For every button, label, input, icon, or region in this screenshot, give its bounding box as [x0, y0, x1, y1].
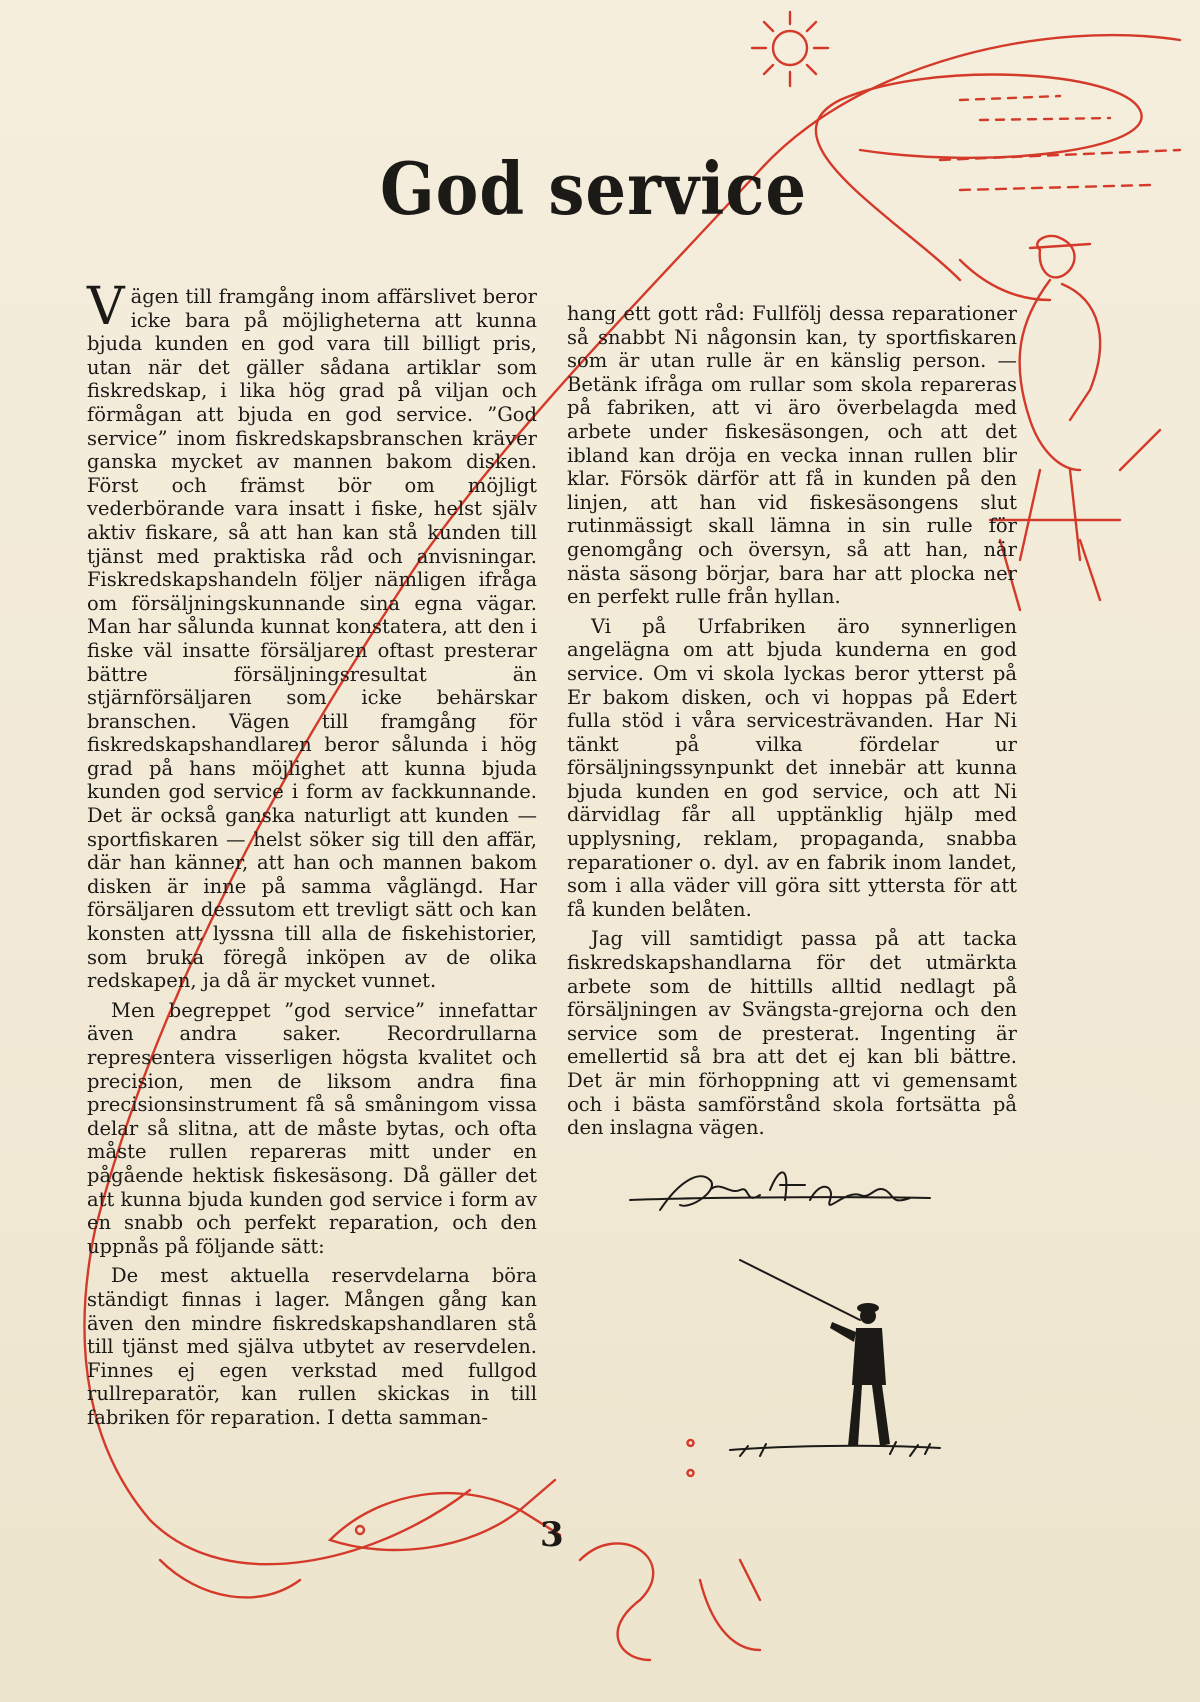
right-article-column: [567, 302, 1017, 1146]
paragraph: Vi på Urfabriken äro synnerligen angelägna om att bjuda kunderna en god service. Om vi skola lyckas beror ytterst på Er bakom disken, och vi hoppas på Edert fulla stöd i våra servicesträvanden. Har Ni tänkt på vilka fördelar ur försäljningssynpunkt det innebär att kunna bjuda kunden en god service, och att Ni därvidlag får all upptänklig hjälp med upplysning, reklam, propaganda, snabba reparationer o. dyl. av en fabrik inom landet, som i alla väder vill göra sitt yttersta för att få kunden belåten.: [567, 614, 1017, 921]
paragraph: hang ett gott råd: Fullfölj dessa reparationer så snabbt Ni någonsin kan, ty sportfiskaren som är utan rulle är en känslig person. — Betänk ifråga om rullar som skola repareras på fabriken, att vi äro överbelagda med arbete under fiskesäsongen, och att det ibland kan dröja en vecka innan rullen blir klar. Försök därför att få in kunden på den linjen, att han vid fiskesäsongens slut rutinmässigt skall lämna in sin rulle för genomgång och översyn, så att han, när nästa säsong börjar, bara har att plocka ner en perfekt rulle från hyllan.: [567, 302, 1017, 609]
page-title: God service: [380, 148, 808, 232]
paragraph: Jag vill samtidigt passa på att tacka fiskredskapshandlarna för det utmärkta arbete som de hittills alltid nedlagt på försäljningen av Svängsta-grejorna och den service som de presterat. Ingenting är emellertid så bra att det ej kan bli bättre. Det är min förhoppning att vi gemensamt och i bästa samförstånd skola fortsätta på den inslagna vägen.: [567, 927, 1017, 1140]
handwritten-signature: [620, 1160, 940, 1230]
paragraph: [87, 277, 537, 993]
fisherman-illustration: [720, 1250, 950, 1480]
drop-cap: V: [87, 277, 125, 337]
paragraph-text: ägen till framgång inom affärslivet beror icke bara på möjligheterna att kunna bjuda kunden en god vara till billigt pris, utan när det gäller sådana artiklar som fiskredskap, i lika hög grad på viljan och förmågan att bjuda en god service. ”God service” inom fiskredskapsbranschen kräver ganska mycket av mannen bakom disken. Först och främst bör om möjligt vederbörande vara insatt i fiske, helst själv aktiv fiskare, så att han kan stå kunden till tjänst med praktiska råd och anvisningar. Fiskredskapshandeln följer nämligen ifråga om försäljningskunnande sina egna vägar. Man har sålunda kunnat konstatera, att den i fiske väl insatte försäljaren oftast presterar bättre försäljningsresultat än stjärnförsäljaren som icke behärskar branschen. Vägen till framgång för fiskredskapshandlaren beror sålunda i hög grad på hans möjlighet att kunna bjuda kunden god service i form av fackkunnande. Det är också ganska naturligt att kunden — sportfiskaren — helst söker sig till den affär, där han känner, att han och mannen bakom disken är inne på samma våglängd. Har försäljaren dessutom ett trevligt sätt och kan konsten att lyssna till alla de fiskehistorier, som bruka föregå inköpen av de olika redskapen, ja då är mycket vunnet.: [87, 285, 537, 993]
left-article-column: [87, 277, 537, 1436]
paragraph: De mest aktuella reservdelarna böra ständigt finnas i lager. Mången gång kan även den mindre fiskredskapshandlaren stå till tjänst med själva utbytet av reservdelen. Finnes ej egen verkstad med fullgod rullreparatör, kan rullen skickas in till fabriken för reparation. I detta samman-: [87, 1264, 537, 1429]
paragraph: Men begreppet ”god service” innefattar även andra saker. Recordrullarna representera visserligen högsta kvalitet och precision, men de liksom andra fina precisionsinstrument få så småningom vissa delar så slitna, att de måste bytas, och ofta måste rullen repareras mitt under en pågående hektisk fiskesäsong. Då gäller det att kunna bjuda kunden god service i form av en snabb och perfekt reparation, och den uppnås på följande sätt:: [87, 998, 537, 1258]
page-number: 3: [540, 1515, 564, 1555]
sun-icon: [773, 31, 807, 65]
